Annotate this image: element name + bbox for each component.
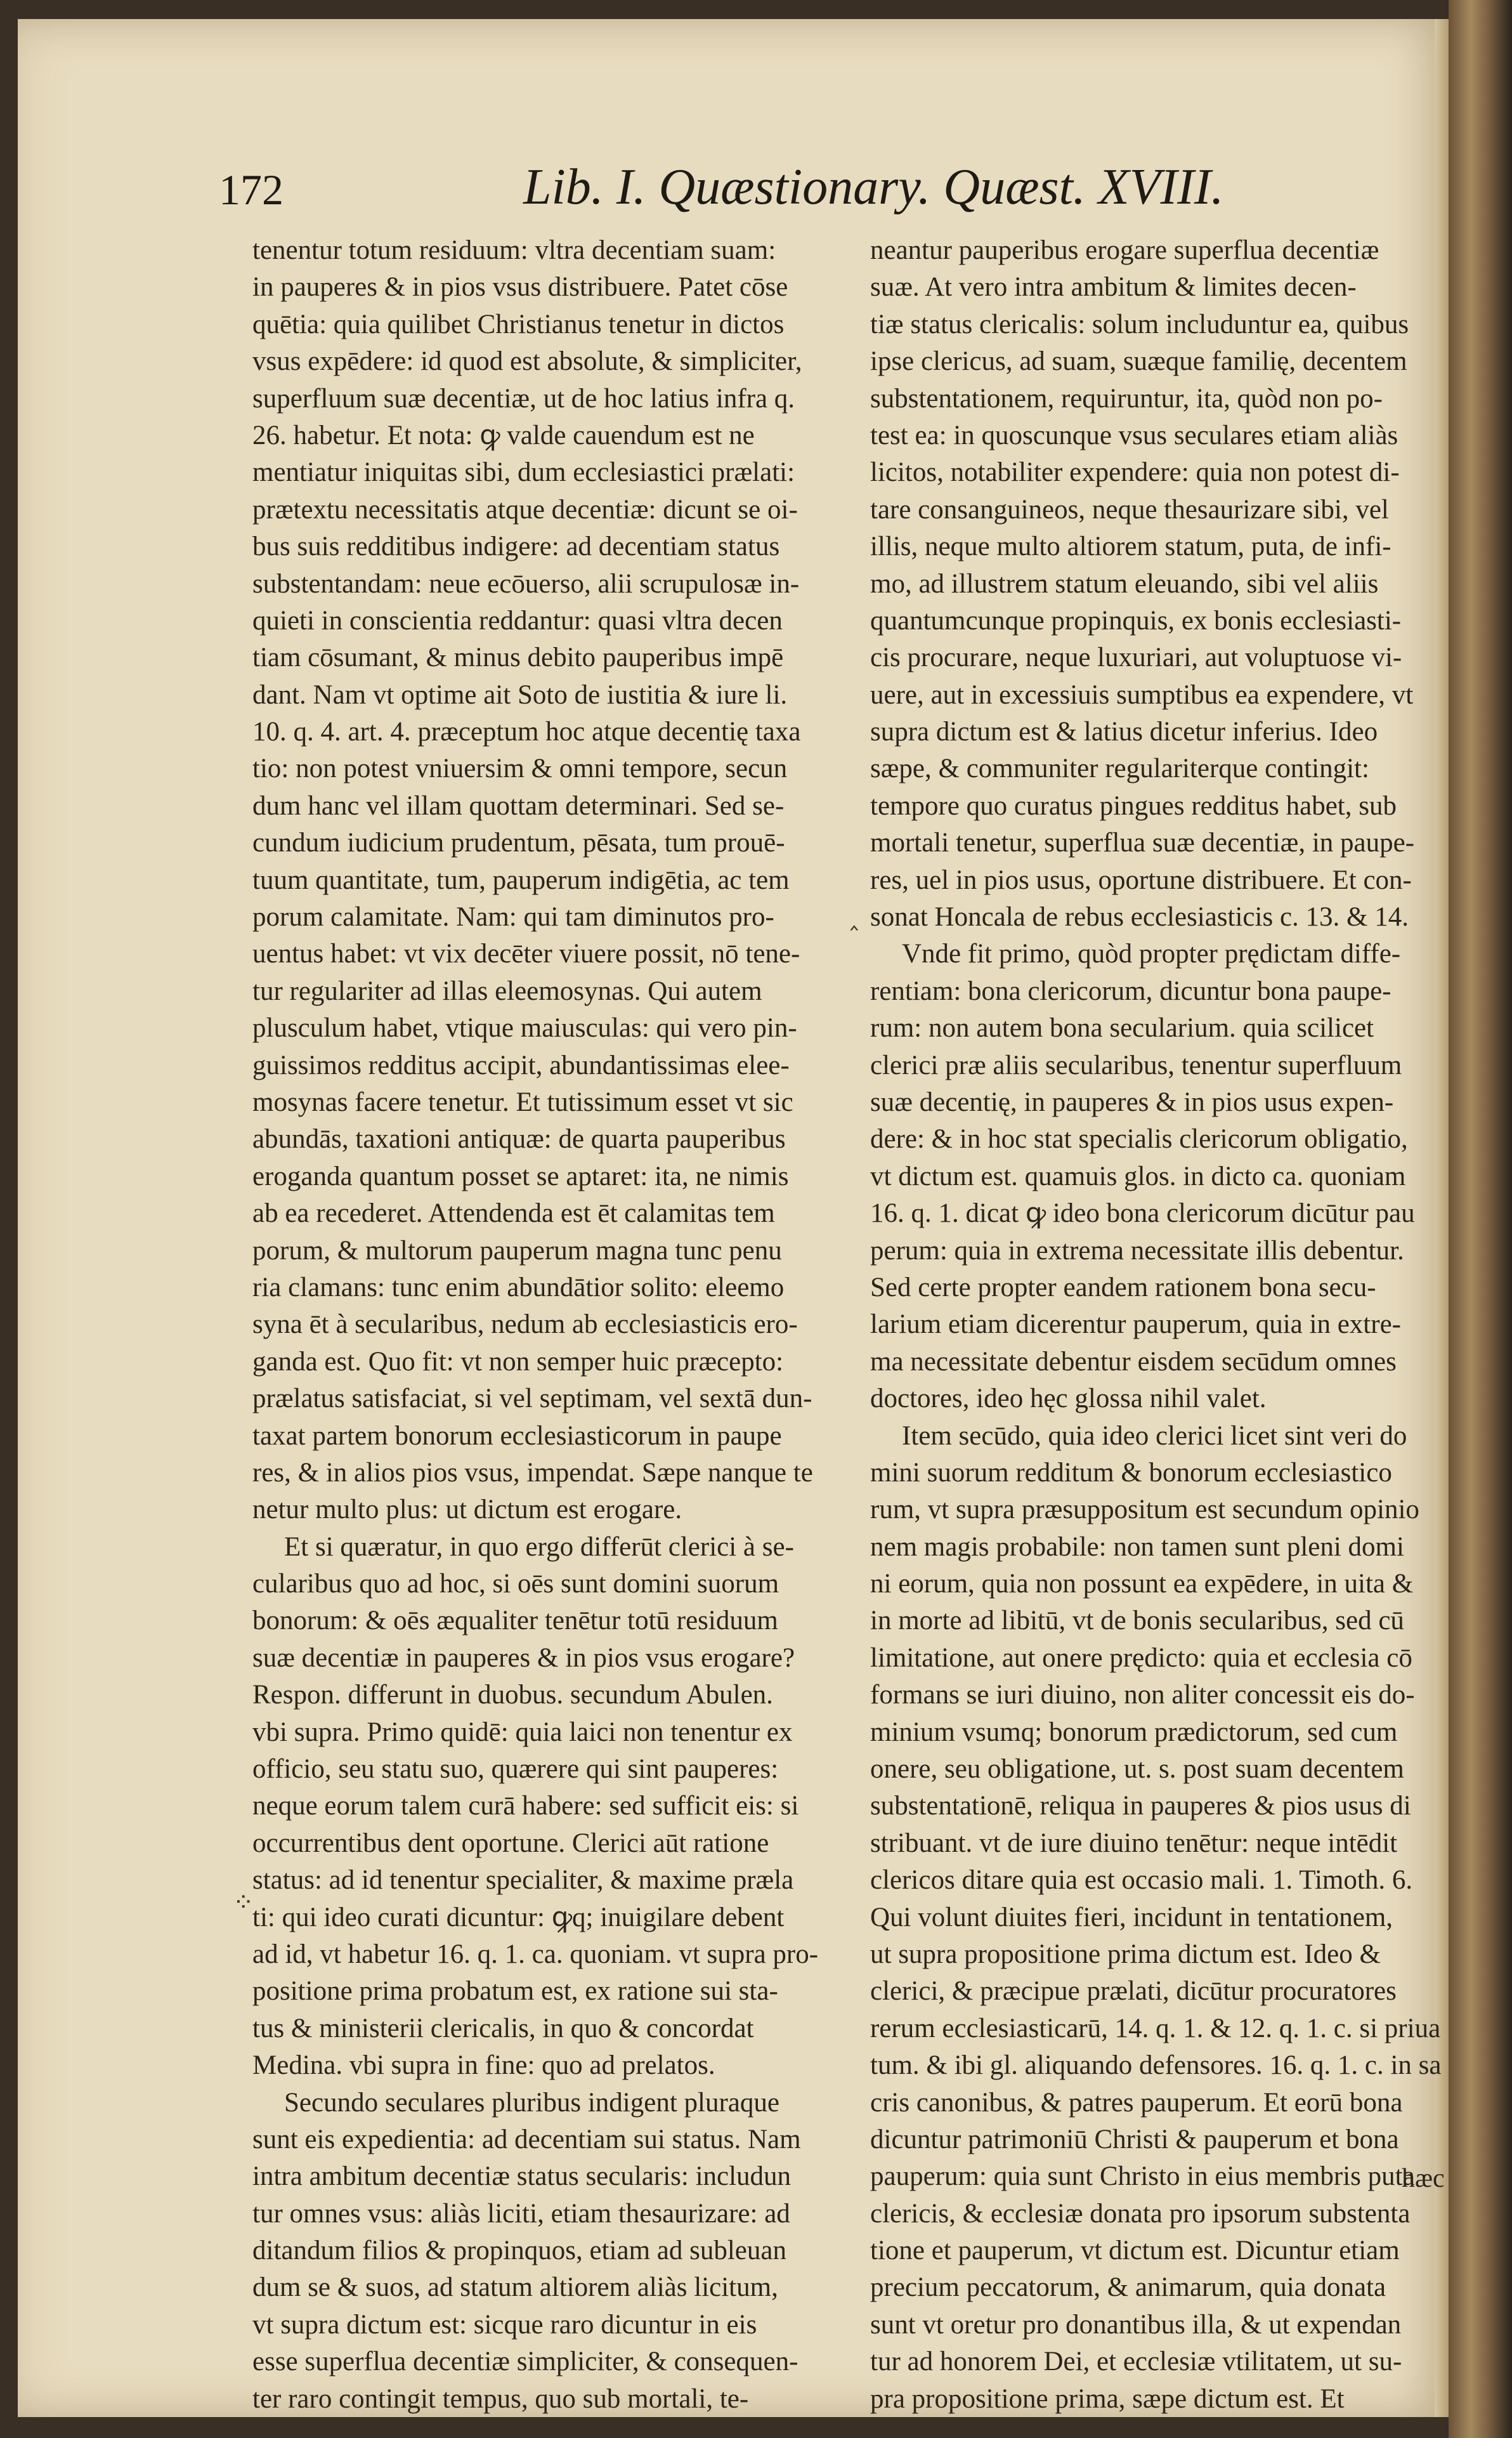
text-line: ganda est. Quo fit: vt non semper huic præcepto: [252,1346,784,1377]
text-line: mentiatur iniquitas sibi, dum ecclesiastici prælati: [252,457,795,488]
text-line: res, uel in pios usus, oportune distribuere. Et con- [870,865,1412,895]
text-line: 26. habetur. Et nota: ꝙ valde cauendum est ne [252,420,755,450]
text-line: res, & in alios pios vsus, impendat. Sæpe nanque te [252,1457,813,1488]
text-line: ditandum filios & propinquos, etiam ad subleuan [252,2236,786,2266]
text-line: tare consanguineos, neque thesaurizare sibi, vel [870,494,1389,525]
text-line: tur regulariter ad illas eleemosynas. Qui autem [252,976,762,1006]
text-line: larium etiam dicerentur pauperum, quia in extre- [870,1309,1401,1340]
running-head [219,159,1224,228]
text-line: vt supra dictum est: sicque raro dicuntur in eis [252,2309,757,2340]
text-line: illis, neque multo altiorem statum, puta, de infi- [870,532,1391,562]
text-line: esse superflua decentiæ simpliciter, & consequen- [252,2347,798,2377]
text-line: test ea: in quoscunque vsus seculares etiam aliàs [870,420,1398,450]
text-line: ma necessitate debentur eisdem secūdum omnes [870,1346,1397,1377]
text-line: prætextu necessitatis atque decentiæ: dicunt se oi- [252,494,798,525]
text-line: rum, vt supra præsuppositum est secundum opinio [870,1495,1419,1525]
text-line: quantumcunque propinquis, ex bonis ecclesiasti- [870,605,1402,636]
text-line: mosynas facere tenetur. Et tutissimum esset vt sic [252,1087,793,1117]
text-line: licitos, notabiliter expendere: quia non potest di- [870,457,1400,488]
text-line: eroganda quantum posset se aptaret: ita, ne nimis [252,1161,789,1191]
text-line: dum se & suos, ad statum altiorem aliàs licitum, [252,2272,778,2303]
text-line: Respon. differunt in duobus. secundum Abulen. [252,1680,773,1710]
text-line: in pauperes & in pios vsus distribuere. Patet cōse [252,272,788,303]
text-line: pauperum: quia sunt Christo in eius membris puta [870,2161,1415,2192]
text-line: vsus expēdere: id quod est absolute, & simpliciter, [252,346,802,377]
text-line: tempore quo curatus pingues redditus habet, sub [870,790,1397,821]
text-line: ter raro contingit tempus, quo sub mortali, te- [252,2383,749,2414]
running-title: Lib. I. Quæstionary. Quæst. XVIII. [523,159,1224,215]
text-line: Qui volunt diuites fieri, incidunt in tentationem, [870,1902,1393,1932]
text-line: rerum ecclesiasticarū, 14. q. 1. & 12. q. 1. c. si priua [870,2013,1441,2043]
text-line: suæ decentię, in pauperes & in pios usus expen- [870,1087,1394,1117]
margin-mark: ⁘ [233,1888,254,1917]
text-line: suæ decentiæ in pauperes & in pios vsus erogare? [252,1642,795,1673]
text-line: formans se iuri diuino, non aliter concessit eis do- [870,1680,1415,1710]
text-line: status: ad id tenentur specialiter, & maxime præla [252,1865,794,1896]
text-line: nem magis probabile: non tamen sunt pleni domi [870,1531,1404,1562]
text-line: tiam cōsumant, & minus debito pauperibus impē [252,643,784,673]
text-line: supra dictum est & latius dicetur inferius. Ideo [870,717,1378,747]
text-line: vbi supra. Primo quidē: quia laici non tenentur ex [252,1717,793,1747]
text-line: intra ambitum decentiæ status secularis: includun [252,2161,792,2192]
text-line: netur multo plus: ut dictum est erogare. [252,1495,682,1525]
text-line: dicuntur patrimoniū Christi & pauperum et bona [870,2124,1399,2154]
text-line: tenentur totum residuum: vltra decentiam suam: [252,235,776,265]
text-line: sonat Honcala de rebus ecclesiasticis c. 13. & 14. [870,902,1409,933]
text-line: minium vsumq; bonorum prædictorum, sed cum [870,1717,1398,1747]
text-line: cis procurare, neque luxuriari, aut voluptuose vi- [870,643,1402,673]
text-line: Vnde fit primo, quòd propter prędictam diffe- [902,939,1401,969]
text-line: mo, ad illustrem statum eleuando, sibi vel aliis [870,568,1379,599]
text-line: 16. q. 1. dicat ꝙ ideo bona clericorum dicūtur pau [870,1198,1415,1229]
book-spine [1449,0,1512,2438]
margin-mark: ‸ [850,901,859,930]
text-line: taxat partem bonorum ecclesiasticorum in paupe [252,1420,782,1451]
text-line: quētia: quia quilibet Christianus tenetur in dictos [252,309,785,339]
text-line: perum: quia in extrema necessitate illis debentur. [870,1235,1404,1266]
text-line: doctores, ideo hęc glossa nihil valet. [870,1384,1267,1414]
text-line: superfluum suæ decentiæ, ut de hoc latius infra q. [252,383,795,414]
text-line: substentandam: neue ecōuerso, alii scrupulosæ in- [252,568,800,599]
text-line: tur ad honorem Dei, et ecclesiæ vtilitatem, ut su- [870,2347,1402,2377]
text-line: ti: qui ideo curati dicuntur: ꝙq; inuigilare debent [252,1902,785,1932]
catchword: hæc [1402,2164,1445,2193]
text-line: dere: & in hoc stat specialis clericorum obligatio, [870,1124,1408,1155]
text-line: tum. & ibi gl. aliquando defensores. 16. q. 1. c. in sa [870,2050,1442,2081]
text-line: abundās, taxationi antiquæ: de quarta pauperibus [252,1124,786,1155]
text-line: onere, seu obligatione, ut. s. post suam decentem [870,1754,1404,1785]
text-line: tiæ status clericalis: solum includuntur ea, quibus [870,309,1409,339]
text-line: officio, seu statu suo, quærere qui sint pauperes: [252,1754,779,1785]
text-line: cularibus quo ad hoc, si oēs sunt domini suorum [252,1569,779,1599]
text-line: in morte ad libitū, vt de bonis secularibus, sed cū [870,1606,1404,1636]
text-line: guissimos redditus accipit, abundantissimas elee- [252,1050,790,1080]
text-line: Secundo seculares pluribus indigent pluraque [284,2087,779,2118]
text-line: sæpe, & communiter regulariterque contingit: [870,754,1369,784]
text-line: clerici, & præcipue prælati, dicūtur procuratores [870,1976,1397,2007]
text-line: bonorum: & oēs æqualiter tenētur totū residuum [252,1606,778,1636]
text-line: Et si quæratur, in quo ergo differūt clerici à se- [284,1531,794,1562]
text-line: plusculum habet, vtique maiusculas: qui vero pin- [252,1013,797,1044]
text-line: Item secūdo, quia ideo clerici licet sint veri do [902,1420,1407,1451]
text-line: sunt eis expedientia: ad decentiam sui status. Nam [252,2124,801,2154]
text-line: Medina. vbi supra in fine: quo ad prelatos. [252,2050,715,2081]
text-line: dum hanc vel illam quottam determinari. Sed se- [252,790,785,821]
text-line: porum calamitate. Nam: qui tam diminutos pro- [252,902,774,933]
text-line: neque eorum talem curā habere: sed sufficit eis: si [252,1791,799,1821]
text-line: cundum iudicium prudentum, pēsata, tum prouē- [252,828,785,858]
text-line: limitatione, aut onere prędicto: quia et ecclesia cō [870,1642,1412,1673]
text-line: tio: non potest vniuersim & omni tempore, secun [252,754,788,784]
page-number: 172 [219,166,284,214]
text-line: prælatus satisfaciat, si vel septimam, vel sextā dun- [252,1384,812,1414]
text-line: substentationem, requiruntur, ita, quòd non po- [870,383,1383,414]
left-column [252,232,864,2418]
text-line: tus & ministerii clericalis, in quo & concordat [252,2013,754,2043]
text-line: mini suorum redditum & bonorum ecclesiastico [870,1457,1392,1488]
text-line: precium peccatorum, & animarum, quia donata [870,2272,1386,2303]
text-line: uere, aut in excessiuis sumptibus ea expendere, vt [870,679,1414,710]
text-line: occurrentibus dent oportune. Clerici aūt ratione [252,1828,769,1858]
text-line: substentationē, reliqua in pauperes & pios usus di [870,1791,1411,1821]
text-line: rum: non autem bona secularium. quia scilicet [870,1013,1374,1044]
text-line: syna ēt à secularibus, nedum ab ecclesiasticis ero- [252,1309,798,1340]
text-line: tione et pauperum, vt dictum est. Dicuntur etiam [870,2236,1400,2266]
text-line: 10. q. 4. art. 4. præceptum hoc atque decentię taxa [252,717,801,747]
text-line: ad id, vt habetur 16. q. 1. ca. quoniam. vt supra pro- [252,1939,819,1969]
text-line: suæ. At vero intra ambitum & limites decen- [870,272,1357,303]
text-line: dant. Nam vt optime ait Soto de iustitia & iure li. [252,679,788,710]
text-line: cris canonibus, & patres pauperum. Et eorū bona [870,2087,1403,2118]
text-line: ab ea recederet. Attendenda est ēt calamitas tem [252,1198,775,1229]
text-line: vt dictum est. quamuis glos. in dicto ca. quoniam [870,1161,1406,1191]
text-line: stribuant. vt de iure diuino tenētur: neque intēdit [870,1828,1398,1858]
text-line: pra propositione prima, sæpe dictum est. Et [870,2383,1345,2414]
text-line: clerici præ aliis secularibus, tenentur superfluum [870,1050,1402,1080]
text-line: ut supra propositione prima dictum est. Ideo & [870,1939,1381,1969]
text-line: Sed certe propter eandem rationem bona secu- [870,1272,1376,1302]
text-line: uentus habet: vt vix decēter viuere possit, nō tene- [252,939,800,969]
text-line: porum, & multorum pauperum magna tunc penu [252,1235,782,1266]
text-line: clericos ditare quia est occasio mali. 1. Timoth. 6. [870,1865,1413,1896]
text-line: bus suis redditibus indigere: ad decentiam status [252,532,780,562]
text-line: ni eorum, quia non possunt ea expēdere, in uita & [870,1569,1414,1599]
text-line: quieti in conscientia reddantur: quasi vltra decen [252,605,783,636]
text-line: clericis, & ecclesiæ donata pro ipsorum substenta [870,2198,1411,2229]
text-line: sunt vt oretur pro donantibus illa, & ut expendan [870,2309,1402,2340]
text-line: neantur pauperibus erogare superflua decentiæ [870,235,1379,265]
text-line: positione prima probatum est, ex ratione sui sta- [252,1976,778,2007]
right-column [870,232,1455,2418]
text-line: tuum quantitate, tum, pauperum indigētia, ac tem [252,865,790,895]
text-line: ria clamans: tunc enim abundātior solito: eleemo [252,1272,785,1302]
text-line: mortali tenetur, superflua suæ decentiæ, in paupe- [870,828,1415,858]
text-line: tur omnes vsus: aliàs liciti, etiam thesaurizare: ad [252,2198,790,2229]
text-line: ipse clericus, ad suam, suæque familię, decentem [870,346,1407,377]
text-line: rentiam: bona clericorum, dicuntur bona paupe- [870,976,1391,1006]
